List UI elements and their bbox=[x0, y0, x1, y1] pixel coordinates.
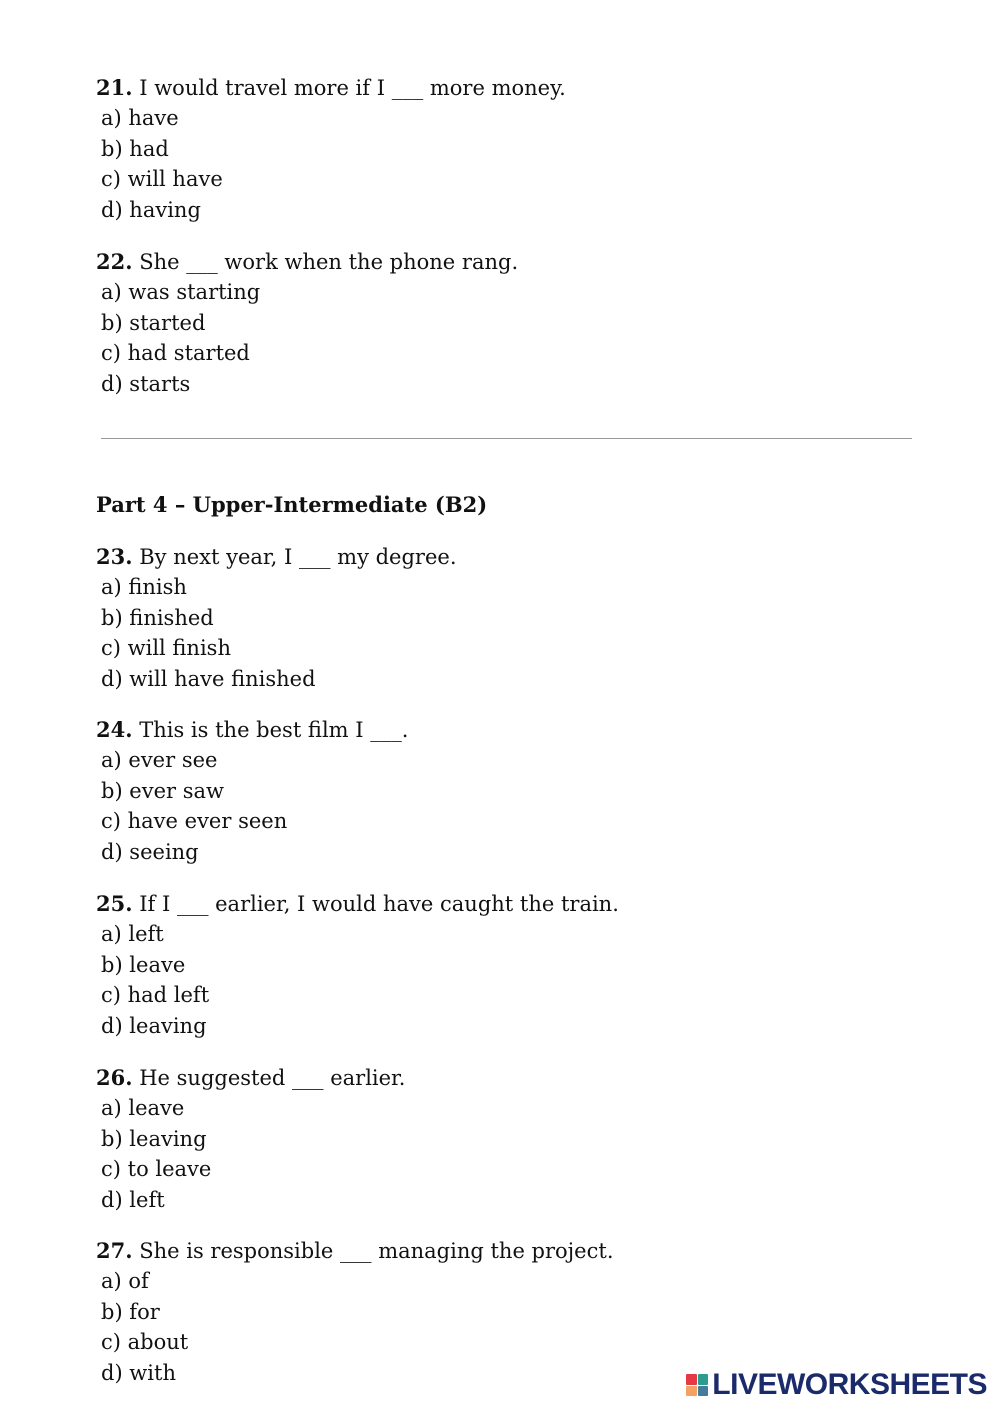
question-stem bbox=[96, 542, 916, 572]
question-text: This is the best film I ___. bbox=[139, 718, 409, 742]
option-c: c) will have bbox=[101, 167, 223, 192]
option-b: b) leave bbox=[101, 952, 186, 977]
question-stem bbox=[96, 1236, 916, 1266]
option-b: b) ever saw bbox=[101, 778, 225, 803]
question-number: 27. bbox=[96, 1238, 133, 1263]
question-text: I would travel more if I ___ more money. bbox=[139, 76, 566, 100]
option-c: c) to leave bbox=[101, 1157, 212, 1182]
logo-square bbox=[686, 1386, 697, 1397]
logo-square bbox=[698, 1374, 709, 1385]
option-a: a) have bbox=[101, 106, 179, 130]
question-27 bbox=[96, 1236, 916, 1389]
option-a: a) leave bbox=[101, 1096, 185, 1120]
question-stem bbox=[96, 889, 916, 919]
question-stem bbox=[96, 247, 916, 277]
option-a: a) was starting bbox=[101, 280, 261, 304]
question-25 bbox=[96, 889, 916, 1042]
option-b: b) for bbox=[101, 1299, 160, 1324]
option-a: a) ever see bbox=[101, 748, 218, 772]
liveworksheets-brand bbox=[686, 1370, 987, 1400]
question-number: 24. bbox=[96, 717, 133, 742]
option-b: b) finished bbox=[101, 605, 214, 630]
option-d: d) starts bbox=[101, 372, 191, 397]
question-22 bbox=[96, 247, 916, 400]
liveworksheets-logo-icon bbox=[686, 1374, 708, 1396]
question-stem bbox=[96, 1063, 916, 1093]
question-number: 26. bbox=[96, 1065, 133, 1090]
question-text: She ___ work when the phone rang. bbox=[139, 250, 519, 274]
question-number: 23. bbox=[96, 544, 133, 569]
option-d: d) leaving bbox=[101, 1014, 207, 1039]
question-21 bbox=[96, 73, 916, 226]
option-c: c) have ever seen bbox=[101, 809, 288, 834]
question-24 bbox=[96, 715, 916, 868]
logo-square bbox=[686, 1374, 697, 1385]
option-a: a) left bbox=[101, 922, 164, 946]
question-number: 21. bbox=[96, 75, 133, 100]
question-text: She is responsible ___ managing the project. bbox=[139, 1239, 614, 1263]
option-d: d) with bbox=[101, 1361, 176, 1386]
question-text: By next year, I ___ my degree. bbox=[139, 545, 457, 569]
option-c: c) about bbox=[101, 1330, 189, 1355]
option-b: b) leaving bbox=[101, 1126, 207, 1151]
question-text: He suggested ___ earlier. bbox=[139, 1066, 406, 1090]
option-c: c) had left bbox=[101, 983, 210, 1008]
logo-square bbox=[698, 1386, 709, 1397]
question-stem bbox=[96, 715, 916, 745]
question-text: If I ___ earlier, I would have caught the train. bbox=[139, 892, 619, 916]
question-number: 25. bbox=[96, 891, 133, 916]
option-c: c) will finish bbox=[101, 636, 231, 661]
question-stem bbox=[96, 73, 916, 103]
option-d: d) will have finished bbox=[101, 667, 316, 692]
option-d: d) seeing bbox=[101, 840, 199, 865]
brand-name: LIVEWORKSHEETS bbox=[712, 1368, 987, 1401]
section-title: Part 4 – Upper-Intermediate (B2) bbox=[96, 492, 488, 517]
question-number: 22. bbox=[96, 249, 133, 274]
option-c: c) had started bbox=[101, 341, 250, 366]
option-b: b) had bbox=[101, 136, 169, 161]
option-d: d) left bbox=[101, 1188, 165, 1213]
question-26 bbox=[96, 1063, 916, 1216]
option-a: a) finish bbox=[101, 575, 187, 599]
option-a: a) of bbox=[101, 1269, 149, 1293]
section-divider bbox=[101, 438, 912, 439]
option-d: d) having bbox=[101, 198, 201, 223]
option-b: b) started bbox=[101, 310, 206, 335]
question-23 bbox=[96, 542, 916, 695]
